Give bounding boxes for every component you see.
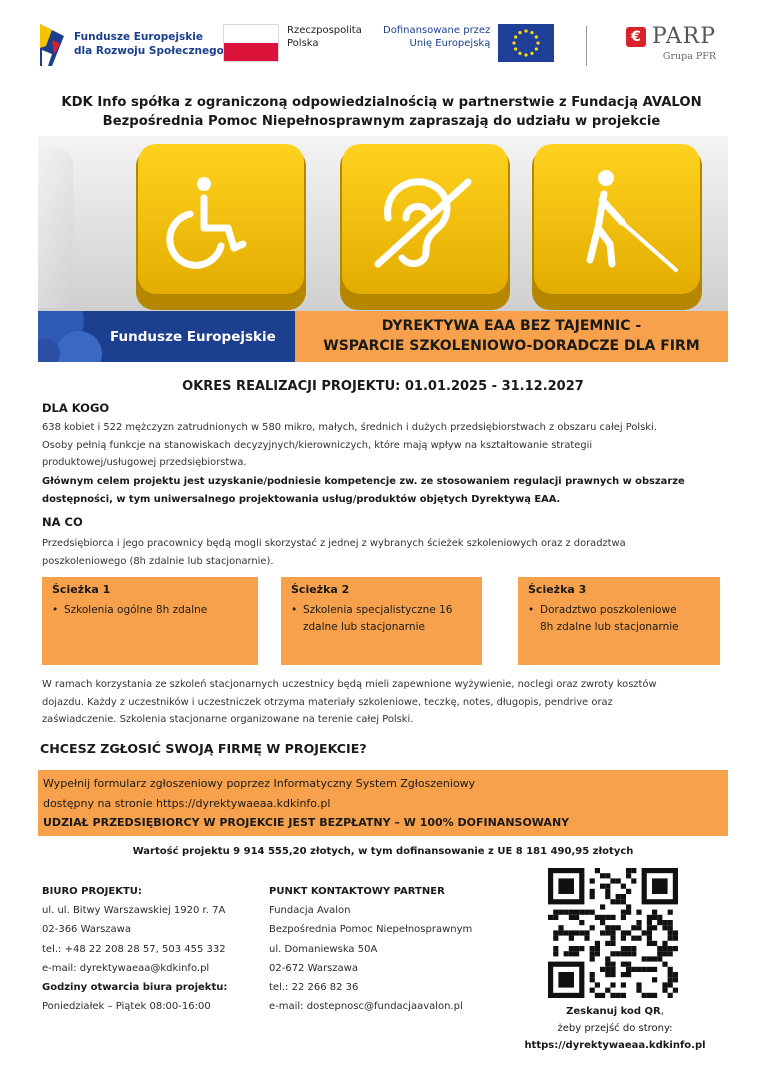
qr-caption <box>470 1003 760 1054</box>
eu-star-icon <box>514 47 517 50</box>
eu-star-icon <box>525 53 528 56</box>
eu-star-icon <box>519 52 522 55</box>
office-email[interactable]: e-mail: dyrektywaeaa@kdkinfo.pl <box>42 962 210 974</box>
partner-address-1: ul. Domaniewska 50A <box>269 943 378 955</box>
office-phone: tel.: +48 22 208 28 57, 503 455 332 <box>42 943 226 955</box>
eu-star-icon <box>535 47 538 50</box>
path-list-item <box>528 602 710 636</box>
eu-star-icon <box>519 31 522 34</box>
eu-logo-text: Dofinansowane przez Unię Europejską <box>383 25 491 49</box>
project-title-line-1: DYREKTYWA EAA BEZ TAJEMNIC - <box>381 318 642 334</box>
path-title: Ścieżka 3 <box>528 583 587 596</box>
qr-caption-comma: , <box>660 1006 664 1017</box>
what-for-text: Przedsiębiorca i jego pracownicy będą mogli skorzystać z jednej z wybranych ścieżek szkoleniowych oraz z doradztwa poszkoleniowego (8h zdalnie lub stacjonarnie). <box>42 538 626 567</box>
for-whom-text: 638 kobiet i 522 mężczyzn zatrudnionych w 580 mikro, małych, średnich i dużych przedsiębiorstwach z obszaru całej Polski. Osoby pełnią funkcje na stanowiskach decyzyjnych/kierowniczych, które mają wpływ na kształtowanie strategii produktowej/usługowej przedsiębiorstwa. <box>42 422 657 468</box>
hero-image <box>38 136 728 311</box>
qr-caption-bold: Zeskanuj kod QR <box>566 1006 661 1017</box>
path-card-3 <box>518 577 720 665</box>
qr-caption-line-2: żeby przejść do strony: <box>557 1023 673 1034</box>
bullet-icon: • <box>52 604 59 616</box>
project-title-line-2: WSPARCIE SZKOLENIOWO-DORADCZE DLA FIRM <box>323 338 700 354</box>
path-item-text: Szkolenia ogólne 8h zdalne <box>64 604 208 616</box>
partner-address-2: 02-672 Warszawa <box>269 962 358 974</box>
parp-mark-icon: € <box>626 27 646 47</box>
stationary-training-note: W ramach korzystania ze szkoleń stacjonarnych uczestnicy będą mieli zapewnione wyżywienie, noclegi oraz zwroty kosztów dojazdu. Każdy z uczestników i uczestniczek otrzyma materiały szkoleniowe, teczkę, notes, długopis, pendrive oraz zaświadczenie. Szkolenia stacjonarne organizowane na terenie całej Polski. <box>42 679 657 725</box>
qr-url[interactable]: https://dyrektywaeaa.kdkinfo.pl <box>524 1040 706 1051</box>
pl-logo-text: Rzeczpospolita Polska <box>287 25 362 49</box>
eu-star-icon <box>531 52 534 55</box>
eu-logo <box>383 24 554 62</box>
eu-star-icon <box>513 41 516 44</box>
page-headline <box>20 93 743 131</box>
wheelchair-key <box>136 144 306 310</box>
parp-name: PARP <box>652 24 717 49</box>
project-title-banner <box>295 311 728 362</box>
office-title: BIURO PROJEKTU: <box>42 886 142 897</box>
eu-star-icon <box>514 35 517 38</box>
path-card-2 <box>281 577 482 665</box>
bullet-icon: • <box>528 604 535 616</box>
logo-bar <box>38 18 728 78</box>
path-card-1 <box>42 577 258 665</box>
eu-star-icon <box>531 31 534 34</box>
fe-banner <box>38 311 295 362</box>
fe-banner-text: Fundusze Europejskie <box>110 328 276 345</box>
cta-heading: CHCESZ ZGŁOSIĆ SWOJĄ FIRMĘ W PROJEKCIE? <box>40 741 367 756</box>
parp-subtitle: Grupa PFR <box>662 51 717 62</box>
qr-code-icon[interactable] <box>548 868 678 1001</box>
project-value: Wartość projektu 9 914 555,20 złotych, w tym dofinansowanie z UE 8 181 490,95 złotych <box>132 846 634 857</box>
blind-key <box>532 144 702 310</box>
path-item-text: Doradztwo poszkoleniowe 8h zdalne lub stacjonarnie <box>540 604 679 633</box>
eu-star-icon <box>537 41 540 44</box>
path-item-text: Szkolenia specjalistyczne 16 zdalne lub stacjonarnie <box>303 604 453 633</box>
project-period: OKRES REALIZACJI PROJEKTU: 01.01.2025 - 31.12.2027 <box>182 379 584 394</box>
polish-flag-icon <box>223 24 279 62</box>
fundusze-europejskie-logo <box>38 20 224 68</box>
cta-line-2[interactable]: dostępny na stronie https://dyrektywaeaa.kdkinfo.pl <box>43 796 331 810</box>
path-list-item <box>52 602 248 619</box>
project-goal-text: Głównym celem projektu jest uzyskanie/podniesie kompetencje zw. ze stosowaniem regulacji prawnych w obszarze dostępności, w tym uniwersalnego projektowania usług/produktów objętych Dyrektywą EAA. <box>42 476 685 505</box>
office-hours-title: Godziny otwarcia biura projektu: <box>42 982 228 994</box>
logo-divider <box>586 26 587 66</box>
partner-contact <box>269 882 472 1016</box>
section-heading-for-whom: DLA KOGO <box>42 401 110 415</box>
cta-free-participation: UDZIAŁ PRZEDSIĘBIORCY W PROJEKCIE JEST BEZPŁATNY – W 100% DOFINANSOWANY <box>43 816 570 829</box>
project-office <box>42 882 227 1016</box>
eu-flag-icon <box>498 24 554 62</box>
office-address-1: ul. ul. Bitwy Warszawskiej 1920 r. 7A <box>42 905 226 917</box>
cta-line-1: Wypełnij formularz zgłoszeniowy poprzez Informatyczny System Zgłoszeniowy <box>43 777 476 790</box>
path-title: Ścieżka 2 <box>291 583 350 596</box>
path-title: Ścieżka 1 <box>52 583 111 596</box>
section-heading-what-for: NA CO <box>42 515 83 529</box>
path-list-item <box>291 602 472 636</box>
fe-logo-text: Fundusze Europejskie dla Rozwoju Społecznego <box>74 31 224 57</box>
headline-line-1: KDK Info spółka z ograniczoną odpowiedzialnością w partnerstwie z Fundacją AVALON <box>61 95 702 110</box>
fe-flag-icon <box>38 20 66 68</box>
project-banner <box>38 311 728 362</box>
headline-line-2: Bezpośrednia Pomoc Niepełnosprawnym zapraszają do udziału w projekcie <box>102 114 661 129</box>
eu-star-icon <box>525 29 528 32</box>
bullet-icon: • <box>291 604 298 616</box>
rzeczpospolita-logo <box>223 24 362 62</box>
partner-name-2: Bezpośrednia Pomoc Niepełnosprawnym <box>269 924 473 936</box>
partner-email[interactable]: e-mail: dostepnosc@fundacjaavalon.pl <box>269 1001 463 1013</box>
hearing-key <box>340 144 510 310</box>
cta-box <box>38 770 728 836</box>
partner-phone: tel.: 22 266 82 36 <box>269 982 359 994</box>
partner-title: PUNKT KONTAKTOWY PARTNER <box>269 886 445 897</box>
office-hours: Poniedziałek – Piątek 08:00-16:00 <box>42 1001 211 1013</box>
eu-star-icon <box>535 35 538 38</box>
parp-logo <box>626 24 716 62</box>
partner-name-1: Fundacja Avalon <box>269 905 351 917</box>
office-address-2: 02-366 Warszawa <box>42 924 131 936</box>
